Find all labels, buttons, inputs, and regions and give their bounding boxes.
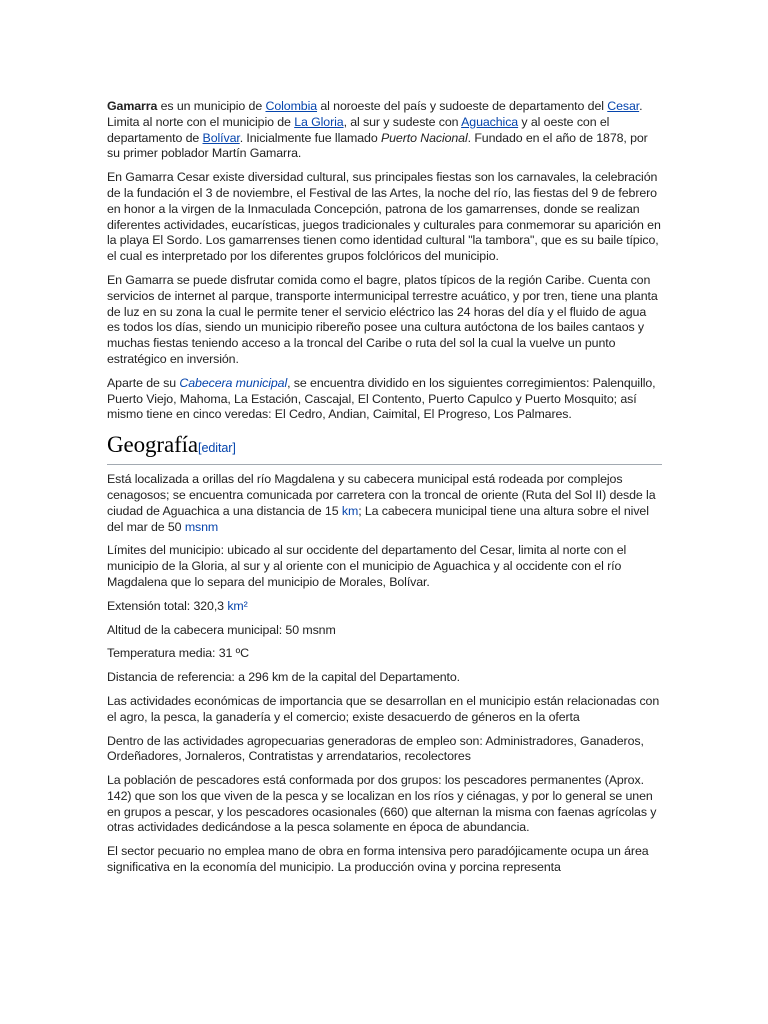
bracket: [ <box>198 441 202 456</box>
altitude-paragraph: Altitud de la cabecera municipal: 50 msnm <box>107 622 336 637</box>
edit-section-control <box>198 441 236 455</box>
article-body <box>107 99 662 884</box>
limits-paragraph: Límites del municipio: ubicado al sur occidente del departamento del Cesar, limita al norte con el municipio de la Gloria, al sur y al oriente con el municipio de Aguachica y al occidente con el río Magdalena que lo separa del municipio de Morales, Bolívar. <box>107 543 627 589</box>
link-la-gloria[interactable]: La Gloria <box>294 114 344 129</box>
text-run: , se encuentra dividido en los siguientes corregimientos: Palenquillo, Puerto Viejo, Mahoma, La Estación, Cascajal, El Contento, Puerto Capulco y Puerto Mosquito; así mismo tiene en cinco veredas: El Cedro, Andian, Caimital, El Progreso, Los Palmares. <box>107 375 656 422</box>
location-paragraph <box>107 472 662 535</box>
link-cabecera-municipal[interactable] <box>179 376 287 390</box>
fishermen-paragraph: La población de pescadores está conformada por dos grupos: los pescadores permanentes (Aprox. 142) que son los que viven de la pesca y se localizan en los ríos y ciénagas, y por lo general se unen en grupos a pescar, y los pescadores ocasionales (660) que alternan la misma con faenas agrícolas y otras actividades dedicándose a la pesca solamente en época de abundancia. <box>107 773 657 835</box>
intro-paragraph <box>107 99 662 162</box>
text-run: y al oeste con el departamento de <box>107 114 610 145</box>
article-subject: Gamarra <box>107 99 158 113</box>
text-run: . Limita al norte con el municipio de <box>107 99 643 129</box>
text-run: . Inicialmente fue llamado <box>239 130 381 145</box>
text-run: . Fundado en el año de 1878, por su primer poblador Martín Gamarra. <box>107 130 648 161</box>
corregimientos-paragraph <box>107 376 662 423</box>
text-run: al noroeste del país y sudoeste de departamento del <box>317 99 608 113</box>
text-run: Está localizada a orillas del río Magdalena y su cabecera municipal está rodeada por complejos cenagosos; se encuentra comunicada por carretera con la troncal de oriente (Ruta del Sol II) desde la ciudad de Aguachica a una distancia de 15 <box>107 472 656 518</box>
economy-paragraph: Las actividades económicas de importancia que se desarrollan en el municipio están relacionadas con el agro, la pesca, la ganadería y el comercio; existe desacuerdo de géneros en la oferta <box>107 693 660 724</box>
employment-paragraph: Dentro de las actividades agropecuarias generadoras de empleo son: Administradores, Ganaderos, Ordeñadores, Jornaleros, Contratistas y arrendatarios, recolectores <box>107 733 644 764</box>
edit-section-link[interactable]: editar <box>201 441 233 456</box>
services-paragraph: En Gamarra se puede disfrutar comida como el bagre, platos típicos de la región Caribe. Cuenta con servicios de internet al parque, transporte intermunicipal terrestre acuático, y por tren, tiene una planta de luz en su zona la cual le permite tener el servicio eléctrico las 24 horas del día y el fluido de agua es todos los días, siendo un municipio ribereño posee una cultura autóctona de los bailes cantaos y muchas fiestas teniendo acceso a la troncal del Caribe o ruta del sol la cual la vuelve un punto estratégico en inversión. <box>107 272 658 366</box>
section-title: Geografía <box>107 432 199 458</box>
text-run: Aparte de su <box>107 375 180 390</box>
link-bolivar[interactable]: Bolívar <box>202 130 240 145</box>
section-heading-geografia <box>107 431 662 465</box>
text-run: , al sur y sudeste con <box>343 114 462 129</box>
link-cesar[interactable]: Cesar <box>607 99 640 113</box>
text-run: ; La cabecera municipal tiene una altura sobre el nivel del mar de 50 <box>107 503 649 534</box>
text-run: es un municipio de <box>157 99 266 113</box>
link-km2[interactable]: km² <box>227 598 248 613</box>
link-text: Cabecera municipal <box>179 375 288 390</box>
link-aguachica[interactable]: Aguachica <box>461 114 519 129</box>
link-km[interactable]: km <box>341 503 359 518</box>
temperature-paragraph: Temperatura media: 31 ºC <box>107 646 249 661</box>
distance-paragraph: Distancia de referencia: a 296 km de la capital del Departamento. <box>107 670 461 685</box>
text-run: Extensión total: 320,3 <box>107 598 228 613</box>
livestock-paragraph: El sector pecuario no emplea mano de obra en forma intensiva pero paradójicamente ocupa un área significativa en la economía del municipio. La producción ovina y porcina representa <box>107 844 649 875</box>
bracket: ] <box>232 441 236 456</box>
culture-paragraph: En Gamarra Cesar existe diversidad cultural, sus principales fiestas son los carnavales, la celebración de la fundación el 3 de noviembre, el Festival de las Artes, la noche del río, las fiestas del 9 de febrero en honor a la virgen de la Inmaculada Concepción, patrona de los gamarrenses, donde se realizan diferentes actividades, eucarísticas, juegos tradicionales y culturales para conmemorar su aparición en la playa El Sordo. Los gamarrenses tienen como identidad cultural "la tambora", que es su baile típico, el cual es interpretado por los diferentes grupos folclóricos del municipio. <box>107 170 661 264</box>
link-msnm[interactable]: msnm <box>184 519 219 534</box>
former-name: Puerto Nacional <box>380 130 468 145</box>
area-paragraph <box>107 599 662 615</box>
link-colombia[interactable]: Colombia <box>265 99 318 113</box>
